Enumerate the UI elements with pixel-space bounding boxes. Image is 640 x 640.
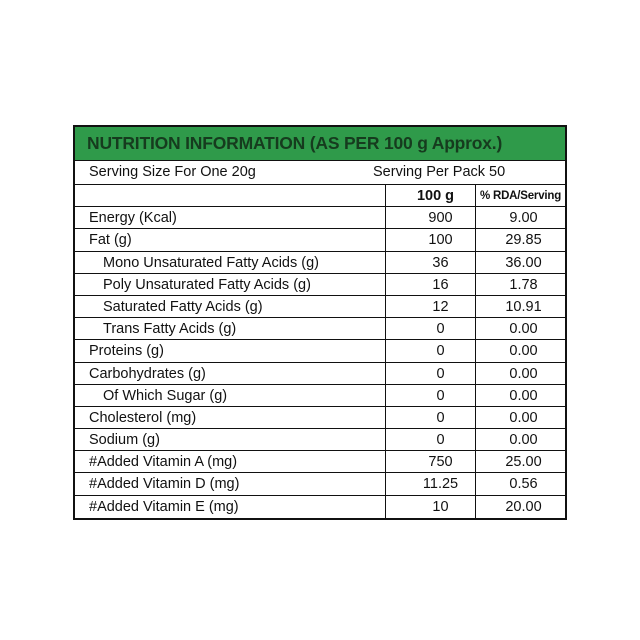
table-row	[75, 473, 565, 495]
nutrient-name: #Added Vitamin E (mg)	[75, 496, 386, 518]
value-per-100g: 0	[386, 429, 476, 450]
table-row	[75, 229, 565, 251]
table-row	[75, 296, 565, 318]
value-rda: 0.00	[509, 343, 538, 360]
value-rda: 0.00	[509, 409, 538, 426]
table-row	[75, 496, 565, 518]
value-rda: 9.00	[509, 210, 538, 227]
table-row	[75, 385, 565, 407]
nutrient-name: Mono Unsaturated Fatty Acids (g)	[75, 252, 386, 273]
table-row	[75, 252, 565, 274]
nutrient-name: #Added Vitamin A (mg)	[75, 451, 386, 472]
value-per-100g: 36	[386, 252, 476, 273]
table-row	[75, 451, 565, 473]
table-row	[75, 407, 565, 429]
value-per-100g: 10	[386, 496, 476, 518]
value-rda: 36.00	[505, 254, 542, 271]
column-header-row	[75, 185, 565, 207]
table-row	[75, 340, 565, 362]
nutrient-name: Saturated Fatty Acids (g)	[75, 296, 386, 317]
value-per-100g: 750	[386, 451, 476, 472]
value-rda: 29.85	[505, 232, 542, 249]
nutrient-name: Poly Unsaturated Fatty Acids (g)	[75, 274, 386, 295]
value-per-100g: 100	[386, 229, 476, 250]
nutrient-name: Carbohydrates (g)	[75, 363, 386, 384]
column-header-rda: % RDA/Serving	[479, 190, 562, 202]
value-per-100g: 0	[386, 385, 476, 406]
value-per-100g: 900	[386, 207, 476, 228]
nutrient-name: Sodium (g)	[75, 429, 386, 450]
value-rda: 0.00	[509, 321, 538, 338]
nutrient-name: Fat (g)	[75, 229, 386, 250]
value-per-100g: 0	[386, 407, 476, 428]
table-title: NUTRITION INFORMATION (AS PER 100 g Approx.)	[75, 127, 565, 161]
serving-row	[75, 161, 565, 185]
table-body	[75, 207, 565, 518]
table-row	[75, 207, 565, 229]
value-rda: 0.00	[509, 387, 538, 404]
nutrient-name: Cholesterol (mg)	[75, 407, 386, 428]
value-rda: 0.00	[509, 432, 538, 449]
nutrient-name: Of Which Sugar (g)	[75, 385, 386, 406]
table-row	[75, 429, 565, 451]
nutrition-table	[73, 125, 567, 520]
value-per-100g: 0	[386, 340, 476, 361]
nutrient-name: Proteins (g)	[75, 340, 386, 361]
serving-size: Serving Size For One 20g	[89, 164, 256, 180]
value-rda: 25.00	[505, 454, 542, 471]
value-per-100g: 16	[386, 274, 476, 295]
value-per-100g: 11.25	[386, 473, 476, 494]
value-rda: 0.00	[509, 365, 538, 382]
nutrient-name: Trans Fatty Acids (g)	[75, 318, 386, 339]
column-header-100g: 100 g	[386, 185, 476, 206]
value-rda: 20.00	[505, 498, 542, 515]
value-rda: 1.78	[509, 276, 538, 293]
value-rda: 10.91	[505, 298, 542, 315]
nutrient-name: #Added Vitamin D (mg)	[75, 473, 386, 494]
table-row	[75, 274, 565, 296]
column-header-nutrient	[75, 185, 386, 206]
nutrient-name: Energy (Kcal)	[75, 207, 386, 228]
table-row	[75, 363, 565, 385]
serving-per-pack: Serving Per Pack 50	[373, 164, 506, 180]
value-per-100g: 0	[386, 318, 476, 339]
value-per-100g: 0	[386, 363, 476, 384]
value-rda: 0.56	[509, 476, 538, 493]
value-per-100g: 12	[386, 296, 476, 317]
table-row	[75, 318, 565, 340]
